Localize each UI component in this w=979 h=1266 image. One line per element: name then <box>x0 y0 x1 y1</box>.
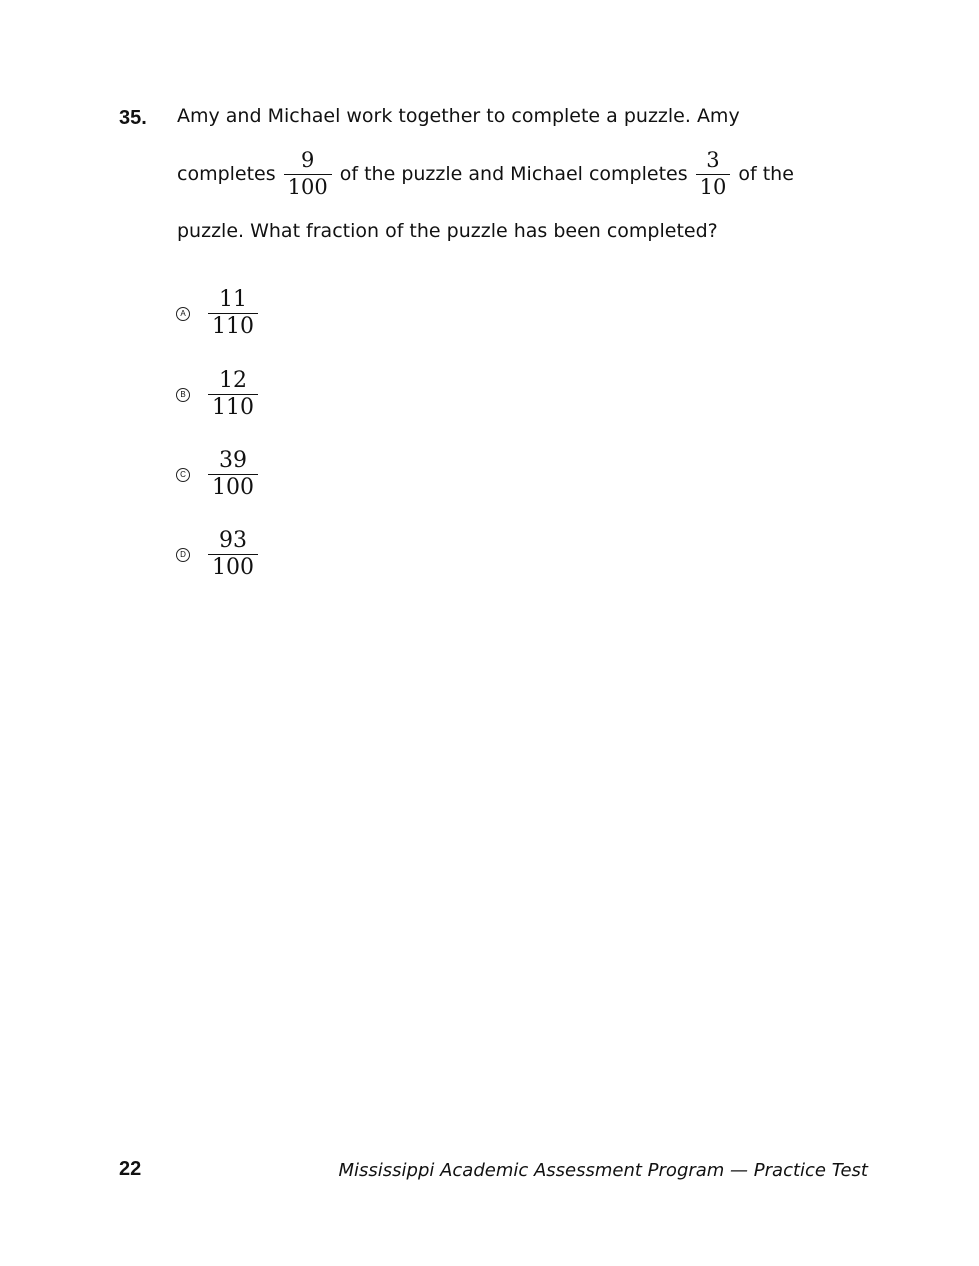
answer-choice-a[interactable] <box>176 287 258 341</box>
answer-fraction-b <box>208 368 258 422</box>
question-text-segment: completes <box>177 163 276 185</box>
fraction-michael <box>696 148 731 199</box>
answer-fraction-c <box>208 448 258 502</box>
question-text-line-2 <box>177 143 794 205</box>
fraction-denominator: 10 <box>696 174 731 200</box>
fraction-denominator: 110 <box>208 313 258 340</box>
fraction-numerator: 3 <box>706 148 720 173</box>
question-text-line-3: puzzle. What fraction of the puzzle has been completed? <box>177 220 718 242</box>
answer-bubble-b[interactable]: B <box>176 388 190 402</box>
question-text-segment: of the <box>738 163 794 185</box>
fraction-denominator: 100 <box>208 474 258 501</box>
question-text-line-1: Amy and Michael work together to complete a puzzle. Amy <box>177 105 740 127</box>
page-number: 22 <box>119 1158 142 1180</box>
answer-bubble-d[interactable]: D <box>176 548 190 562</box>
answer-fraction-a <box>208 287 258 341</box>
answer-bubble-c[interactable]: C <box>176 468 190 482</box>
answer-choice-c[interactable] <box>176 448 258 502</box>
fraction-denominator: 110 <box>208 394 258 421</box>
fraction-denominator: 100 <box>284 174 332 200</box>
fraction-amy <box>284 148 332 199</box>
fraction-denominator: 100 <box>208 554 258 581</box>
answer-bubble-a[interactable]: A <box>176 307 190 321</box>
fraction-numerator: 93 <box>219 528 247 553</box>
fraction-numerator: 12 <box>219 368 247 393</box>
fraction-numerator: 39 <box>219 448 247 473</box>
fraction-numerator: 9 <box>301 148 315 173</box>
answer-choice-d[interactable] <box>176 528 258 582</box>
answer-choice-b[interactable] <box>176 368 258 422</box>
footer-title: Mississippi Academic Assessment Program — Practice Test <box>338 1160 868 1181</box>
question-text-segment: of the puzzle and Michael completes <box>339 163 688 185</box>
fraction-numerator: 11 <box>219 287 247 312</box>
question-number: 35. <box>119 107 147 129</box>
answer-fraction-d <box>208 528 258 582</box>
